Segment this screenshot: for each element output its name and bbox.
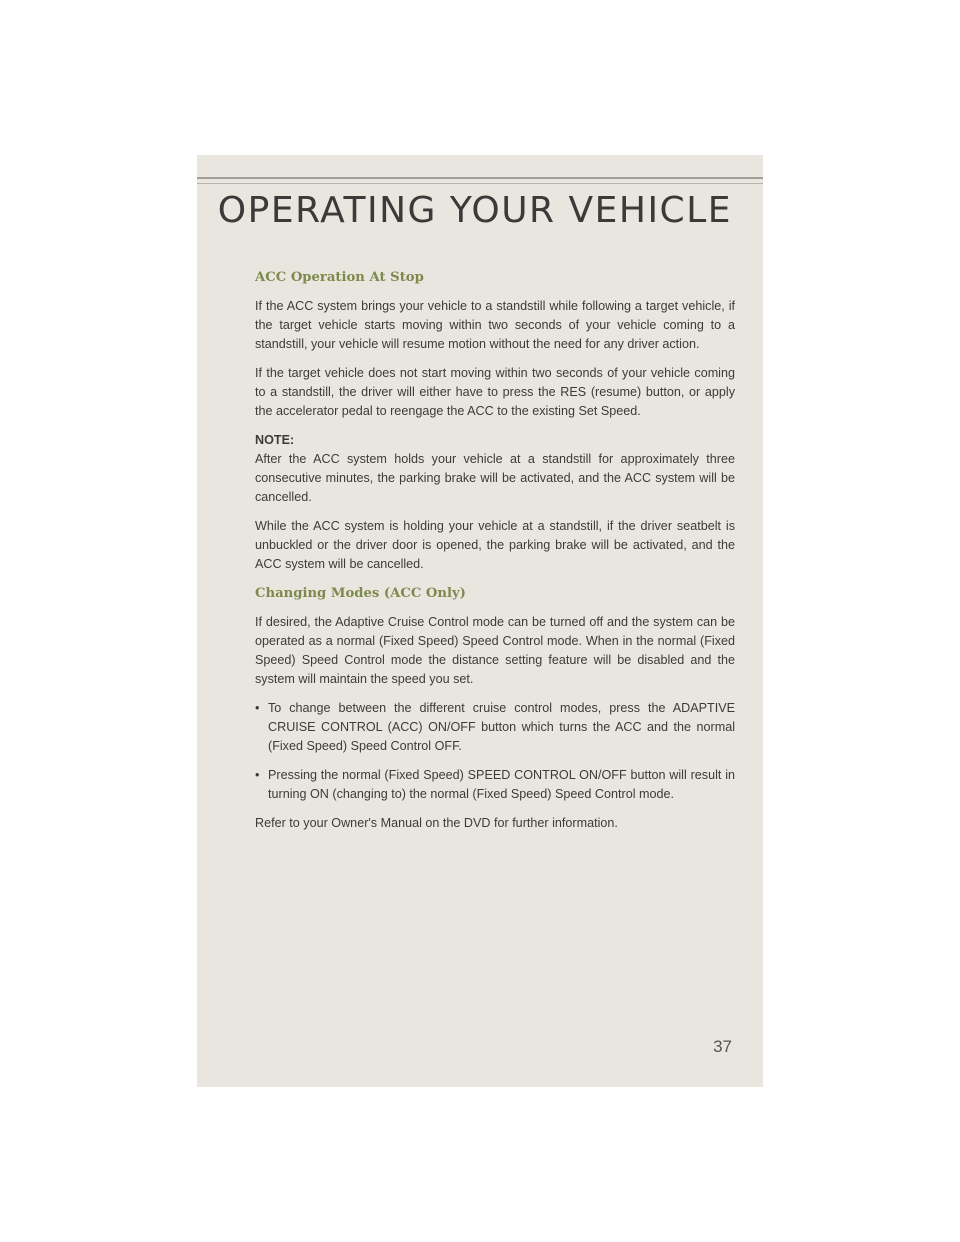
section-heading-changing-modes: Changing Modes (ACC Only)	[255, 586, 466, 601]
note-block	[255, 431, 735, 507]
bullet-list	[255, 699, 735, 804]
section-heading-acc-operation-at-stop: ACC Operation At Stop	[255, 270, 424, 285]
header-rule-thin	[197, 183, 763, 184]
paragraph: While the ACC system is holding your vehicle at a standstill, if the driver seatbelt is unbuckled or the driver door is opened, the parking brake will be activated, and the ACC system will be cancelled.	[255, 519, 735, 571]
list-item-text: Pressing the normal (Fixed Speed) SPEED CONTROL ON/OFF button will result in turning ON (changing to) the normal (Fixed Speed) Speed Control mode.	[268, 768, 735, 801]
closing-paragraph: Refer to your Owner's Manual on the DVD for further information.	[255, 816, 618, 830]
header-rule	[197, 177, 763, 179]
paragraph: If the ACC system brings your vehicle to a standstill while following a target vehicle, if the target vehicle starts moving within two seconds of your vehicle coming to a standstill, your vehicle will resume motion without the need for any driver action.	[255, 299, 735, 351]
paragraph: If desired, the Adaptive Cruise Control mode can be turned off and the system can be operated as a normal (Fixed Speed) Speed Control mode. When in the normal (Fixed Speed) Speed Control mode the distance setting feature will be disabled and the system will maintain the speed you set.	[255, 615, 735, 686]
note-label: NOTE:	[255, 433, 295, 447]
paragraph: If the target vehicle does not start moving within two seconds of your vehicle coming to a standstill, the driver will either have to press the RES (resume) button, or apply the accelerator pedal to reengage the ACC to the existing Set Speed.	[255, 366, 735, 418]
list-item	[255, 766, 735, 804]
note-text: After the ACC system holds your vehicle at a standstill for approximately three consecutive minutes, the parking brake will be activated, and the ACC system will be cancelled.	[255, 452, 735, 504]
bullet-icon: •	[255, 768, 260, 782]
bullet-icon: •	[255, 701, 260, 715]
page-content	[255, 268, 735, 843]
page-number: 37	[713, 1037, 732, 1056]
list-item	[255, 699, 735, 756]
list-item-text: To change between the different cruise control modes, press the ADAPTIVE CRUISE CONTROL (ACC) ON/OFF button which turns the ACC and the normal (Fixed Speed) Speed Control OFF.	[268, 701, 735, 753]
chapter-title: OPERATING YOUR VEHICLE	[217, 190, 732, 231]
